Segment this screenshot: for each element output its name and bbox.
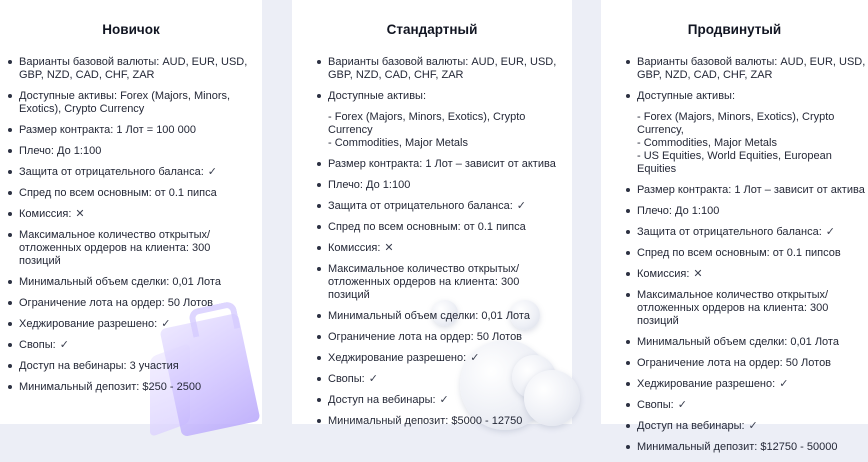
bullet-icon bbox=[626, 251, 630, 255]
feature-text: Доступные активы: bbox=[328, 90, 427, 102]
feature-item bbox=[626, 247, 866, 260]
bullet-icon bbox=[626, 403, 630, 407]
feature-item bbox=[626, 336, 866, 349]
feature-list bbox=[8, 56, 252, 402]
feature-item bbox=[8, 318, 252, 331]
feature-item bbox=[626, 378, 866, 391]
bullet-icon bbox=[317, 60, 321, 64]
check-icon: ✓ bbox=[825, 226, 835, 238]
check-icon: ✓ bbox=[59, 339, 69, 351]
feature-text: Минимальный объем сделки: 0,01 Лота bbox=[637, 336, 839, 348]
feature-item bbox=[317, 263, 562, 302]
check-icon: ✓ bbox=[748, 420, 758, 432]
feature-text: Доступные активы: bbox=[637, 90, 736, 102]
bullet-icon bbox=[626, 60, 630, 64]
feature-text: Максимальное количество открытых/ отложенных ордеров на клиента: 300 позиций bbox=[637, 289, 829, 327]
feature-item bbox=[317, 310, 562, 323]
feature-item bbox=[317, 415, 562, 428]
bullet-icon bbox=[317, 419, 321, 423]
feature-text: Доступные активы: Forex (Majors, Minors, Exotics), Crypto Currency bbox=[19, 90, 231, 115]
feature-item bbox=[8, 297, 252, 310]
feature-text: Доступ на вебинары: bbox=[328, 394, 436, 406]
feature-text: Спред по всем основным: от 0.1 пипса bbox=[19, 187, 217, 199]
feature-text: Варианты базовой валюты: AUD, EUR, USD, GBP, NZD, CAD, CHF, ZAR bbox=[19, 56, 248, 81]
check-icon: ✓ bbox=[779, 378, 789, 390]
feature-text: Спред по всем основным: от 0.1 пипса bbox=[328, 221, 526, 233]
cross-icon: ✕ bbox=[693, 268, 703, 280]
bullet-icon bbox=[8, 343, 12, 347]
feature-item bbox=[8, 276, 252, 289]
check-icon: ✓ bbox=[516, 200, 526, 212]
feature-list bbox=[317, 56, 562, 436]
feature-text: Минимальный депозит: $12750 - 50000 bbox=[637, 441, 838, 453]
plan-card-beginner bbox=[0, 0, 262, 424]
feature-text: Размер контракта: 1 Лот – зависит от актива bbox=[637, 184, 865, 196]
feature-item bbox=[8, 381, 252, 394]
feature-text: Максимальное количество открытых/ отложенных ордеров на клиента: 300 позиций bbox=[328, 263, 520, 301]
feature-item bbox=[626, 226, 866, 239]
feature-item bbox=[317, 179, 562, 192]
bullet-icon bbox=[8, 301, 12, 305]
bullet-icon bbox=[317, 225, 321, 229]
bullet-icon bbox=[8, 212, 12, 216]
feature-item bbox=[626, 420, 866, 433]
bullet-icon bbox=[8, 385, 12, 389]
feature-text: Свопы: bbox=[19, 339, 56, 351]
check-icon: ✓ bbox=[207, 166, 217, 178]
bullet-icon bbox=[317, 246, 321, 250]
feature-item bbox=[8, 124, 252, 137]
feature-text: Плечо: До 1:100 bbox=[328, 179, 411, 191]
bullet-icon bbox=[317, 94, 321, 98]
feature-item bbox=[317, 158, 562, 171]
check-icon: ✓ bbox=[439, 394, 449, 406]
feature-text: Комиссия: bbox=[328, 242, 381, 254]
bullet-icon bbox=[626, 188, 630, 192]
feature-text: Свопы: bbox=[328, 373, 365, 385]
feature-item bbox=[626, 90, 866, 176]
feature-item bbox=[8, 208, 252, 221]
bullet-icon bbox=[626, 340, 630, 344]
feature-item bbox=[626, 399, 866, 412]
bullet-icon bbox=[626, 424, 630, 428]
feature-item bbox=[8, 145, 252, 158]
feature-text: Плечо: До 1:100 bbox=[637, 205, 720, 217]
bullet-icon bbox=[8, 128, 12, 132]
check-icon: ✓ bbox=[677, 399, 687, 411]
feature-text: Варианты базовой валюты: AUD, EUR, USD, GBP, NZD, CAD, CHF, ZAR bbox=[637, 56, 866, 81]
feature-text: Минимальный объем сделки: 0,01 Лота bbox=[328, 310, 530, 322]
plan-title: Продвинутый bbox=[687, 22, 782, 37]
check-icon: ✓ bbox=[368, 373, 378, 385]
feature-sub-item: - Forex (Majors, Minors, Exotics), Crypto Currency, bbox=[637, 111, 835, 136]
feature-text: Доступ на вебинары: 3 участия bbox=[19, 360, 179, 372]
bullet-icon bbox=[317, 314, 321, 318]
feature-text: Максимальное количество открытых/ отложенных ордеров на клиента: 300 позиций bbox=[19, 229, 211, 267]
feature-text: Ограничение лота на ордер: 50 Лотов bbox=[19, 297, 214, 309]
feature-text: Свопы: bbox=[637, 399, 674, 411]
plan-card-advanced bbox=[601, 0, 868, 453]
feature-sub-item: - Forex (Majors, Minors, Exotics), Crypto Currency bbox=[328, 111, 526, 136]
feature-text: Размер контракта: 1 Лот – зависит от актива bbox=[328, 158, 556, 170]
check-icon: ✓ bbox=[470, 352, 480, 364]
feature-text: Минимальный депозит: $250 - 2500 bbox=[19, 381, 202, 393]
feature-item bbox=[8, 166, 252, 179]
feature-item bbox=[317, 56, 562, 82]
bullet-icon bbox=[317, 398, 321, 402]
bullet-icon bbox=[8, 60, 12, 64]
bullet-icon bbox=[626, 230, 630, 234]
feature-text: Хеджирование разрешено: bbox=[19, 318, 158, 330]
bullet-icon bbox=[8, 149, 12, 153]
feature-sub-item: - Commodities, Major Metals bbox=[328, 137, 468, 149]
plan-card-standard bbox=[292, 0, 572, 427]
bullet-icon bbox=[8, 280, 12, 284]
feature-text: Хеджирование разрешено: bbox=[637, 378, 776, 390]
feature-item bbox=[317, 394, 562, 407]
bullet-icon bbox=[8, 94, 12, 98]
feature-item bbox=[8, 339, 252, 352]
cross-icon: ✕ bbox=[384, 242, 394, 254]
bullet-icon bbox=[317, 335, 321, 339]
bullet-icon bbox=[317, 204, 321, 208]
feature-text: Защита от отрицательного баланса: bbox=[19, 166, 204, 178]
feature-text: Доступ на вебинары: bbox=[637, 420, 745, 432]
feature-item bbox=[626, 56, 866, 82]
bullet-icon bbox=[626, 209, 630, 213]
feature-sub-item: - US Equities, World Equities, European Equities bbox=[637, 150, 832, 175]
feature-item bbox=[317, 373, 562, 386]
feature-text: Минимальный объем сделки: 0,01 Лота bbox=[19, 276, 221, 288]
feature-item bbox=[317, 242, 562, 255]
plan-title: Новичок bbox=[102, 22, 160, 37]
feature-item bbox=[626, 268, 866, 281]
feature-text: Размер контракта: 1 Лот = 100 000 bbox=[19, 124, 196, 136]
feature-item bbox=[8, 360, 252, 373]
feature-item bbox=[317, 221, 562, 234]
feature-item bbox=[626, 205, 866, 218]
bullet-icon bbox=[626, 293, 630, 297]
feature-text: Плечо: До 1:100 bbox=[19, 145, 102, 157]
bullet-icon bbox=[8, 191, 12, 195]
feature-text: Комиссия: bbox=[637, 268, 690, 280]
bullet-icon bbox=[626, 445, 630, 449]
feature-item bbox=[8, 56, 252, 82]
bullet-icon bbox=[317, 162, 321, 166]
check-icon: ✓ bbox=[161, 318, 171, 330]
feature-item bbox=[8, 229, 252, 268]
feature-text: Защита от отрицательного баланса: bbox=[328, 200, 513, 212]
feature-item bbox=[8, 90, 252, 116]
feature-sub-item: - Commodities, Major Metals bbox=[637, 137, 777, 149]
feature-item bbox=[8, 187, 252, 200]
feature-item bbox=[317, 200, 562, 213]
feature-item bbox=[626, 441, 866, 454]
feature-item bbox=[626, 289, 866, 328]
feature-text: Защита от отрицательного баланса: bbox=[637, 226, 822, 238]
feature-item bbox=[317, 331, 562, 344]
bullet-icon bbox=[317, 183, 321, 187]
bullet-icon bbox=[8, 233, 12, 237]
feature-item bbox=[626, 357, 866, 370]
bullet-icon bbox=[626, 382, 630, 386]
feature-text: Спред по всем основным: от 0.1 пипсов bbox=[637, 247, 841, 259]
bullet-icon bbox=[626, 94, 630, 98]
cross-icon: ✕ bbox=[75, 208, 85, 220]
feature-text: Ограничение лота на ордер: 50 Лотов bbox=[637, 357, 832, 369]
feature-text: Комиссия: bbox=[19, 208, 72, 220]
bullet-icon bbox=[626, 272, 630, 276]
feature-item bbox=[317, 352, 562, 365]
bullet-icon bbox=[8, 322, 12, 326]
feature-list bbox=[626, 56, 866, 462]
feature-item bbox=[317, 90, 562, 150]
bullet-icon bbox=[8, 170, 12, 174]
plan-title: Стандартный bbox=[386, 22, 478, 37]
bullet-icon bbox=[317, 377, 321, 381]
bullet-icon bbox=[317, 356, 321, 360]
feature-text: Ограничение лота на ордер: 50 Лотов bbox=[328, 331, 523, 343]
bullet-icon bbox=[317, 267, 321, 271]
bullet-icon bbox=[8, 364, 12, 368]
feature-text: Минимальный депозит: $5000 - 12750 bbox=[328, 415, 523, 427]
feature-text: Варианты базовой валюты: AUD, EUR, USD, GBP, NZD, CAD, CHF, ZAR bbox=[328, 56, 557, 81]
feature-item bbox=[626, 184, 866, 197]
feature-text: Хеджирование разрешено: bbox=[328, 352, 467, 364]
bullet-icon bbox=[626, 361, 630, 365]
